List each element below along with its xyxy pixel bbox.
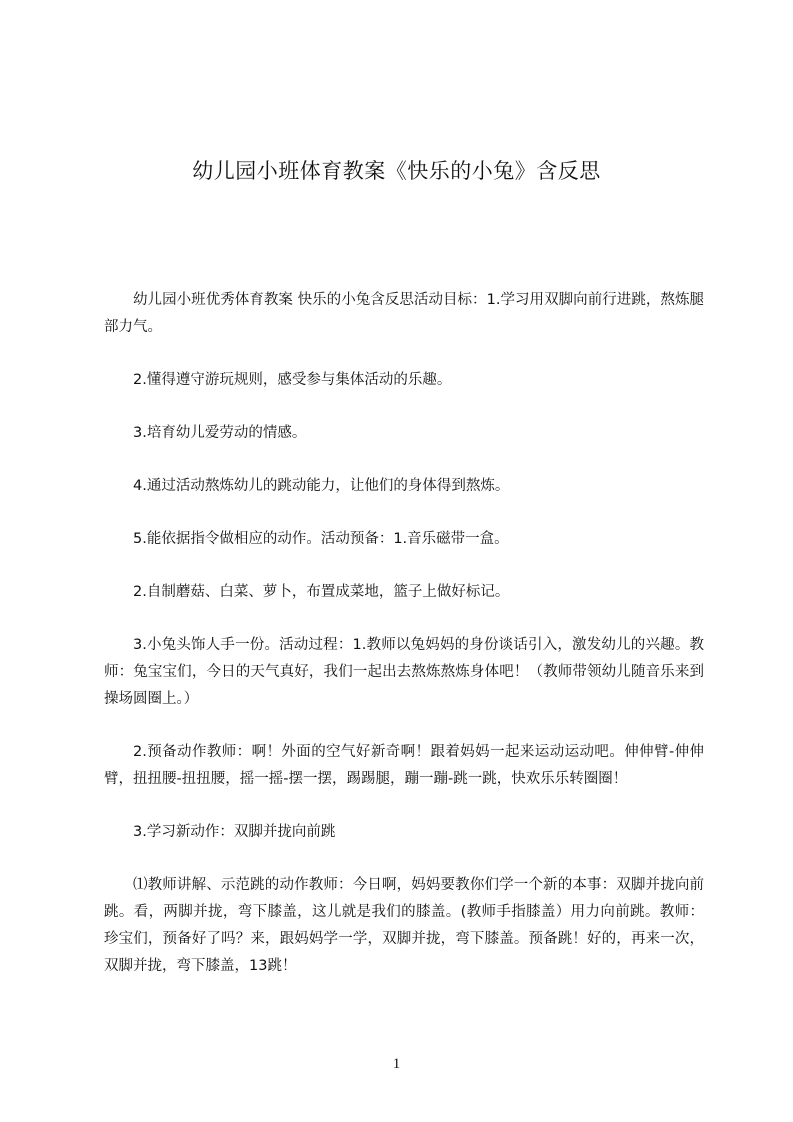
paragraph-demonstration: ⑴教师讲解、示范跳的动作教师：今日啊，妈妈要教你们学一个新的本事：双脚并拢向前跳。看，两脚并拢，弯下膝盖，这儿就是我们的膝盖。(教师手指膝盖）用力向前跳。教师：珍宝们，预备好了吗？来，跟妈妈学一学，双脚并拢，弯下膝盖。预备跳！好的，再来一次，双脚并拢，弯下膝盖，13跳！	[104, 877, 704, 974]
paragraph-activity-goals: 幼儿园小班优秀体育教案 快乐的小兔含反思活动目标：1.学习用双脚向前行进跳，熬炼腿部力气。	[104, 292, 704, 335]
paragraph-goal-4: 4.通过活动熬炼幼儿的跳动能力，让他们的身体得到熬炼。	[133, 478, 510, 494]
page-number: 1	[392, 1056, 401, 1072]
paragraph-process-intro: 3.小兔头饰人手一份。活动过程：1.教师以兔妈妈的身份谈话引入，激发幼儿的兴趣。教师：兔宝宝们，今日的天气真好，我们一起出去熬炼熬炼身体吧！（教师带领幼儿随音乐来到操场圆圈上。）	[104, 637, 704, 707]
paragraph-warmup: 2.预备动作教师：啊！外面的空气好新奇啊！跟着妈妈一起来运动运动吧。伸伸臂-伸伸臂，扭扭腰-扭扭腰，摇一摇-摆一摆，踢踢腿，蹦一蹦-跳一跳，快欢乐乐转圈圈！	[104, 744, 704, 787]
document-body	[104, 287, 704, 980]
paragraph-goal-5-preparation: 5.能依据指令做相应的动作。活动预备：1.音乐磁带一盒。	[133, 531, 509, 547]
paragraph-new-move: 3.学习新动作：双脚并拢向前跳	[133, 824, 336, 840]
paragraph-goal-2: 2.懂得遵守游玩规则，感受参与集体活动的乐趣。	[133, 372, 452, 388]
paragraph-goal-3: 3.培育幼儿爱劳动的情感。	[133, 425, 307, 441]
paragraph-preparation-2: 2.自制蘑菇、白菜、萝卜，布置成菜地，篮子上做好标记。	[133, 584, 510, 600]
document-title: 幼儿园小班体育教案《快乐的小兔》含反思	[192, 159, 601, 184]
